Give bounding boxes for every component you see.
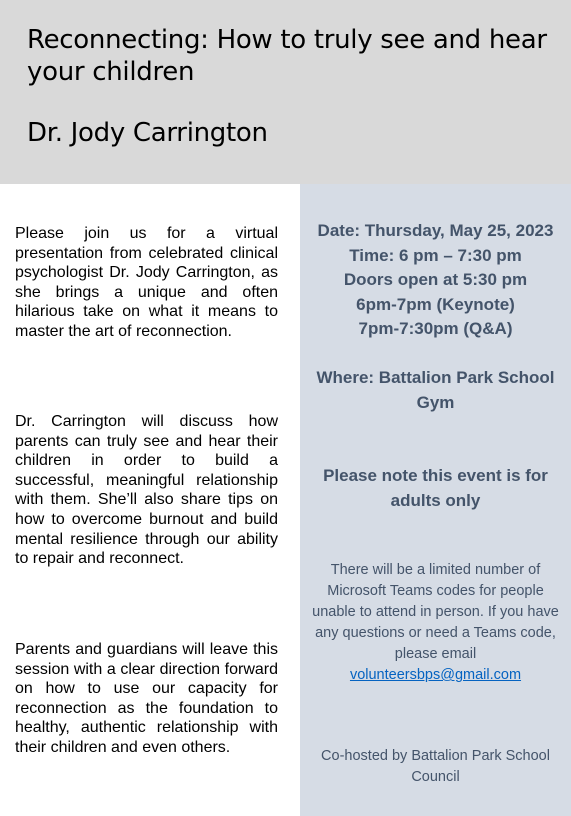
event-schedule [300, 219, 571, 342]
event-location: Where: Battalion Park School Gym [316, 368, 555, 412]
doors-open: Doors open at 5:30 pm [343, 270, 528, 289]
qa-time: 7pm-7:30pm (Q&A) [358, 319, 513, 338]
event-date: Date: Thursday, May 25, 2023 [317, 221, 554, 240]
description-paragraph: Dr. Carrington will discuss how parents can truly see and hear their children in order to build a successful, meaningful relationship with them. She’ll also share tips on how to overcome burnout and build mental resilience through our ability to repair and reconnect. [15, 413, 278, 568]
event-details-panel [300, 184, 571, 816]
keynote-time: 6pm-7pm (Keynote) [356, 294, 515, 314]
description-paragraph: Please join us for a virtual presentation from celebrated clinical psychologist Dr. Jody Carrington, as she brings a unique and often hilarious take on what it means to master the art of reconnection. [15, 225, 278, 340]
adults-only-note: Please note this event is for adults only [323, 466, 548, 510]
description-paragraph: Parents and guardians will leave this session with a clear direction forward on how to use our capacity for reconnection as the foundation to healthy, authentic relationship with their children and even others. [15, 641, 278, 756]
cohost-credit: Co-hosted by Battalion Park School Council [321, 748, 550, 785]
speaker-name: Dr. Jody Carrington [27, 118, 268, 148]
header-banner [0, 0, 571, 184]
teams-code-info [300, 560, 571, 686]
event-time: Time: 6 pm – 7:30 pm [349, 245, 522, 265]
contact-email-link[interactable]: volunteersbps@gmail.com [349, 667, 522, 683]
event-title: Reconnecting: How to truly see and hear your children [27, 25, 547, 87]
teams-code-text: There will be a limited number of Microsoft Teams codes for people unable to attend in person. If you have any questions or need a Teams code, please email [312, 562, 559, 662]
